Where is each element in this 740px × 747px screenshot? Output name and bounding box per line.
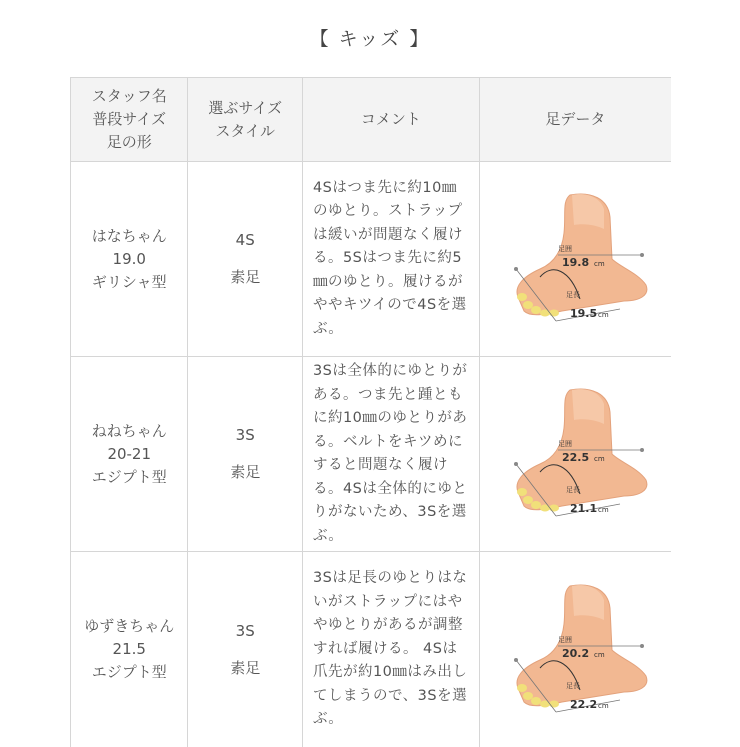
staff-name: ゆずきちゃん <box>72 615 186 638</box>
girth-point <box>640 644 644 648</box>
header-foot-data: 足データ <box>479 78 671 162</box>
length-point <box>514 658 518 662</box>
foot-illustration <box>500 384 650 524</box>
length-label: 足長 <box>566 290 580 299</box>
staff-cell <box>71 357 188 552</box>
table-row <box>71 552 672 747</box>
staff-cell <box>71 552 188 747</box>
girth-label: 足囲 <box>558 439 572 448</box>
girth-point <box>640 448 644 452</box>
style: 素足 <box>189 657 300 680</box>
foot-illustration <box>500 580 650 720</box>
header-comment: コメント <box>302 78 479 162</box>
header-staff-line: 普段サイズ <box>75 108 183 131</box>
length-value: 21.1 <box>570 502 597 515</box>
usual-size: 21.5 <box>72 638 186 661</box>
page-title: 【 キッズ 】 <box>0 24 740 51</box>
length-point <box>514 267 518 271</box>
kids-size-table <box>70 77 671 747</box>
comment-cell <box>302 162 479 357</box>
length-unit: cm <box>598 702 609 710</box>
length-value: 19.5 <box>570 307 597 320</box>
girth-value: 19.8 <box>562 256 589 269</box>
size-cell <box>188 357 302 552</box>
size-cell <box>188 552 302 747</box>
length-label: 足長 <box>566 485 580 494</box>
header-size-line: スタイル <box>192 120 297 143</box>
comment-cell <box>302 357 479 552</box>
length-label: 足長 <box>566 681 580 690</box>
chosen-size: 4S <box>189 229 300 252</box>
girth-label: 足囲 <box>558 635 572 644</box>
staff-cell <box>71 162 188 357</box>
length-value: 22.2 <box>570 698 597 711</box>
foot-shape: エジプト型 <box>72 661 186 684</box>
comment-text: 3Sは足長のゆとりはないがストラップにはややゆとりがあるが調整すれば履ける。 4Sは爪先が約10㎜はみ出してしまうので、3Sを選ぶ。 <box>313 567 471 732</box>
header-staff <box>71 78 188 162</box>
chosen-size: 3S <box>189 424 300 447</box>
usual-size: 19.0 <box>72 248 186 271</box>
length-unit: cm <box>598 506 609 514</box>
staff-name: ねねちゃん <box>72 420 186 443</box>
foot-data-cell <box>479 552 671 747</box>
length-unit: cm <box>598 311 609 319</box>
table-header-row <box>71 78 672 162</box>
comment-cell <box>302 552 479 747</box>
girth-unit: cm <box>594 260 605 268</box>
girth-label: 足囲 <box>558 244 572 253</box>
foot-shape: ギリシャ型 <box>72 271 186 294</box>
length-point <box>514 462 518 466</box>
girth-unit: cm <box>594 651 605 659</box>
usual-size: 20-21 <box>72 443 186 466</box>
style: 素足 <box>189 266 300 289</box>
foot-illustration <box>500 189 650 329</box>
foot-shape: エジプト型 <box>72 466 186 489</box>
table-row <box>71 162 672 357</box>
style: 素足 <box>189 461 300 484</box>
size-cell <box>188 162 302 357</box>
header-staff-line: 足の形 <box>75 131 183 154</box>
header-size <box>188 78 302 162</box>
comment-text: 4Sはつま先に約10㎜のゆとり。ストラップは緩いが問題なく履ける。5Sはつま先に約5㎜のゆとり。履けるがややキツイので4Sを選ぶ。 <box>313 177 471 342</box>
header-staff-line: スタッフ名 <box>75 85 183 108</box>
chosen-size: 3S <box>189 620 300 643</box>
girth-value: 20.2 <box>562 647 589 660</box>
table-row <box>71 357 672 552</box>
foot-data-cell <box>479 357 671 552</box>
girth-point <box>640 253 644 257</box>
header-size-line: 選ぶサイズ <box>192 97 297 120</box>
comment-text: 3Sは全体的にゆとりがある。つま先と踵ともに約10㎜のゆとりがある。ベルトをキツめにすると問題なく履ける。4Sは全体的にゆとりがないため、3Sを選ぶ。 <box>313 360 471 548</box>
foot-data-cell <box>479 162 671 357</box>
girth-value: 22.5 <box>562 451 589 464</box>
staff-name: はなちゃん <box>72 225 186 248</box>
girth-unit: cm <box>594 455 605 463</box>
